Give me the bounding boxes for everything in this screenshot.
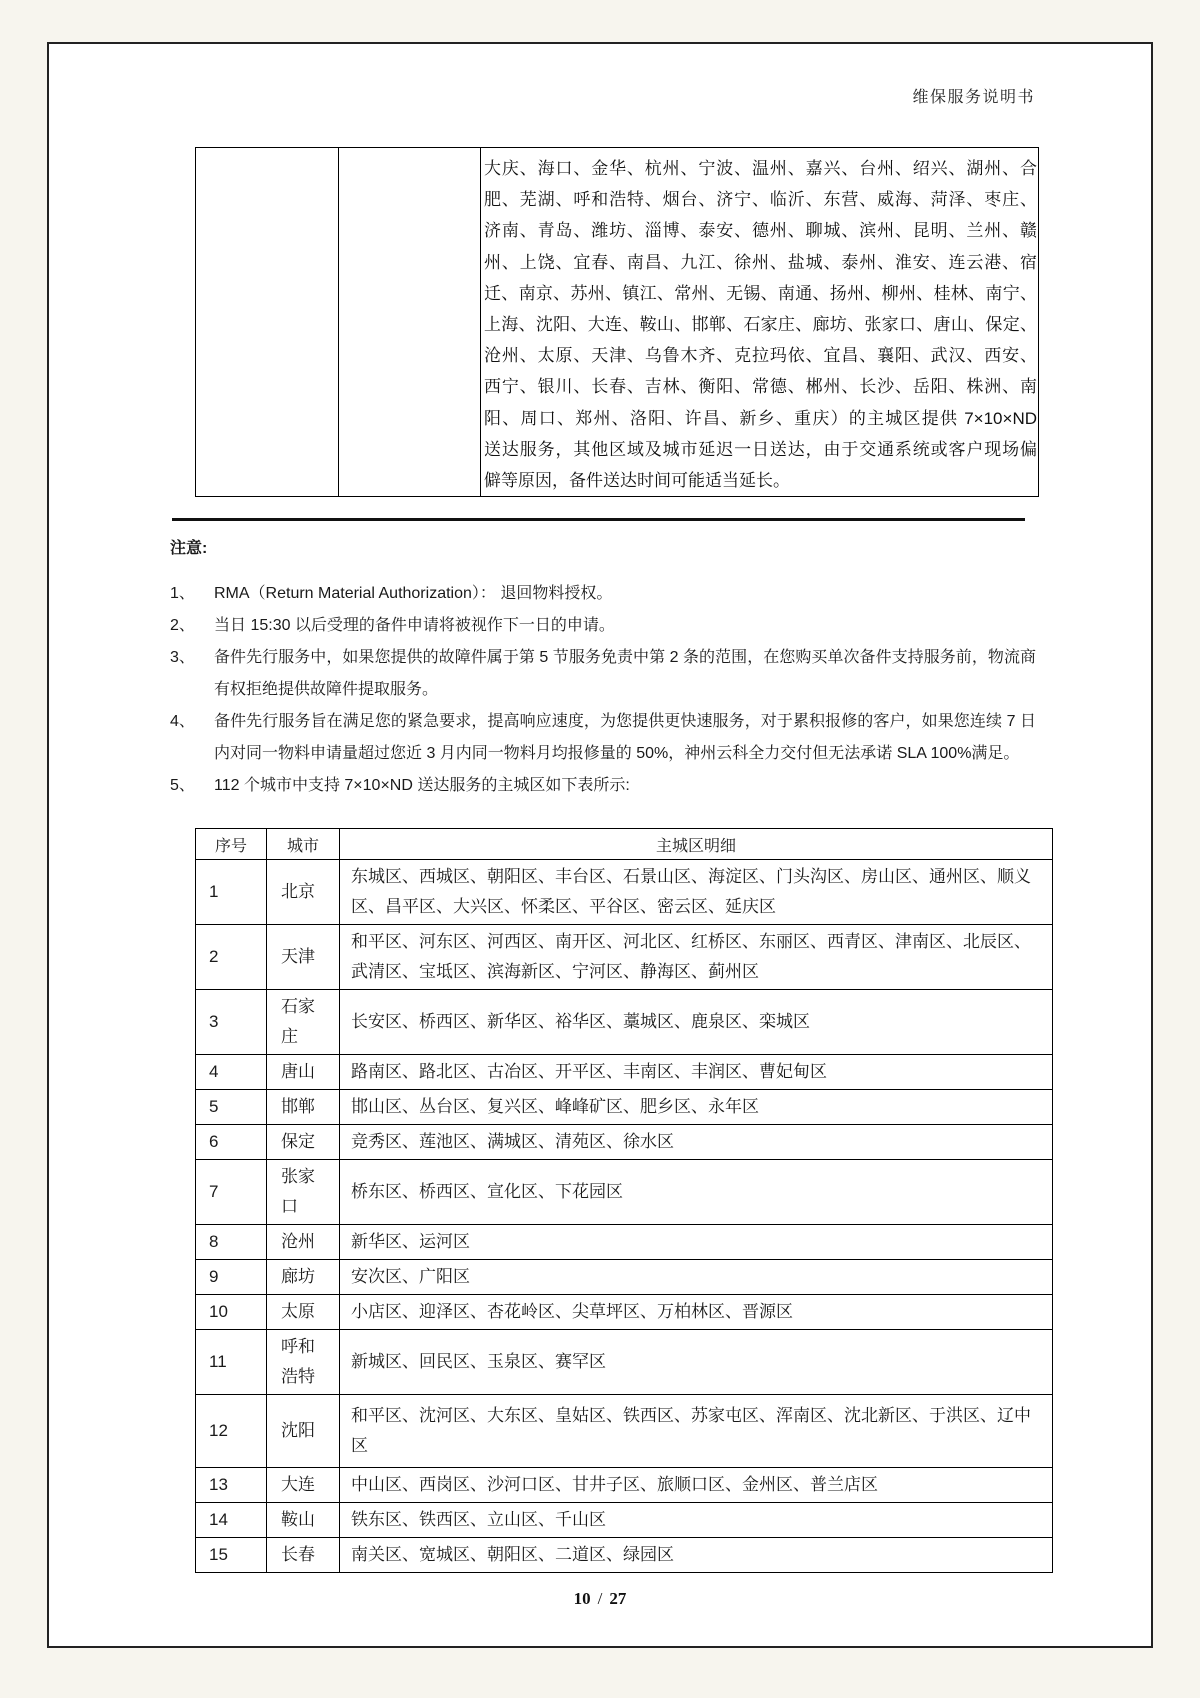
district-table-row: [196, 1160, 1053, 1225]
district-row-city: 大连: [267, 1468, 340, 1503]
note-text: RMA（Return Material Authorization）： 退回物料授权。: [214, 585, 613, 602]
note-number: 1、: [170, 585, 195, 602]
district-row-detail: 小店区、迎泽区、杏花岭区、尖草坪区、万柏林区、晋源区: [340, 1295, 1053, 1330]
district-row-detail: 新华区、运河区: [340, 1225, 1053, 1260]
district-row-detail: 东城区、西城区、朝阳区、丰台区、石景山区、海淀区、门头沟区、房山区、通州区、顺义区、昌平区、大兴区、怀柔区、平谷区、密云区、延庆区: [340, 860, 1053, 925]
notes-heading: 注意:: [170, 540, 208, 557]
district-table-row: [196, 1225, 1053, 1260]
district-row-city: 太原: [267, 1295, 340, 1330]
footer-current-page: 10: [573, 1589, 591, 1608]
district-row-number: 14: [196, 1503, 267, 1538]
note-item: [170, 610, 1036, 642]
district-table-row: [196, 1055, 1053, 1090]
note-item: [170, 706, 1036, 770]
district-row-number: 2: [196, 925, 267, 990]
district-row-city: 邯郸: [267, 1090, 340, 1125]
district-table-row: [196, 860, 1053, 925]
note-number: 4、: [170, 713, 195, 730]
district-table: [195, 828, 1053, 1573]
note-item: [170, 578, 1036, 610]
footer-total-page-count: 27: [609, 1589, 627, 1608]
city-coverage-empty-cell-2: [339, 148, 481, 497]
note-text: 备件先行服务旨在满足您的紧急要求，提高响应速度，为您提供更快速服务，对于累积报修的客户，如果您连续 7 日内对同一物料申请量超过您近 3 月内同一物料月均报修量的 50%，神州云科全力交付但无法承诺 SLA 100%满足。: [214, 713, 1036, 762]
district-row-number: 1: [196, 860, 267, 925]
city-coverage-table: [195, 147, 1039, 497]
district-row-city: 鞍山: [267, 1503, 340, 1538]
district-table-header-detail: 主城区明细: [340, 829, 1053, 860]
district-row-city: 沧州: [267, 1225, 340, 1260]
district-row-city: 呼和浩特: [267, 1330, 340, 1395]
district-row-detail: 南关区、宽城区、朝阳区、二道区、绿园区: [340, 1538, 1053, 1573]
district-row-city: 石家庄: [267, 990, 340, 1055]
note-text: 112 个城市中支持 7×10×ND 送达服务的主城区如下表所示:: [214, 777, 630, 794]
district-table-header-row: [196, 829, 1053, 860]
district-row-number: 8: [196, 1225, 267, 1260]
note-number: 5、: [170, 777, 195, 794]
district-table-row: [196, 1468, 1053, 1503]
city-list-line: 州、上饶、宜春、南昌、九江、徐州、盐城、泰州、淮安、连云港、宿: [484, 252, 1037, 272]
note-number: 2、: [170, 617, 195, 634]
district-table-row: [196, 1538, 1053, 1573]
district-row-city: 唐山: [267, 1055, 340, 1090]
district-row-city: 沈阳: [267, 1395, 340, 1468]
city-list-text: [481, 148, 1038, 496]
district-row-number: 7: [196, 1160, 267, 1225]
district-table-row: [196, 1090, 1053, 1125]
district-table-header-city: 城市: [267, 829, 340, 860]
page-frame: [47, 42, 1153, 1648]
city-list-line: 阳、周口、郑州、洛阳、许昌、新乡、重庆）的主城区提供 7×10×ND: [484, 408, 1037, 428]
note-text: 当日 15:30 以后受理的备件申请将被视作下一日的申请。: [214, 617, 615, 634]
city-list-line: 迁、南京、苏州、镇江、常州、无锡、南通、扬州、柳州、桂林、南宁、: [484, 283, 1037, 303]
district-row-detail: 和平区、沈河区、大东区、皇姑区、铁西区、苏家屯区、浑南区、沈北新区、于洪区、辽中区: [340, 1395, 1053, 1468]
district-row-number: 11: [196, 1330, 267, 1395]
district-row-number: 15: [196, 1538, 267, 1573]
city-list-line: 大庆、海口、金华、杭州、宁波、温州、嘉兴、台州、绍兴、湖州、合: [484, 159, 1037, 178]
district-row-city: 张家口: [267, 1160, 340, 1225]
city-list-line: 西宁、银川、长春、吉林、衡阳、常德、郴州、长沙、岳阳、株洲、南: [484, 377, 1037, 397]
city-coverage-row: [196, 148, 1039, 497]
footer-separator: /: [597, 1589, 603, 1608]
district-row-detail: 铁东区、铁西区、立山区、千山区: [340, 1503, 1053, 1538]
district-row-number: 4: [196, 1055, 267, 1090]
page-footer: [49, 1589, 1151, 1609]
district-row-detail: 长安区、桥西区、新华区、裕华区、藁城区、鹿泉区、栾城区: [340, 990, 1053, 1055]
district-table-header-no: 序号: [196, 829, 267, 860]
city-list-line: 济南、青岛、潍坊、淄博、泰安、德州、聊城、滨州、昆明、兰州、赣: [484, 221, 1037, 241]
notes-section: [170, 538, 1036, 802]
district-row-detail: 竞秀区、莲池区、满城区、清苑区、徐水区: [340, 1125, 1053, 1160]
district-table-row: [196, 1125, 1053, 1160]
page-header-title: 维保服务说明书: [912, 89, 1035, 106]
section-divider-rule: [172, 518, 1025, 521]
note-number: 3、: [170, 649, 195, 666]
district-row-number: 12: [196, 1395, 267, 1468]
district-row-detail: 路南区、路北区、古冶区、开平区、丰南区、丰润区、曹妃甸区: [340, 1055, 1053, 1090]
district-row-detail: 安次区、广阳区: [340, 1260, 1053, 1295]
city-list-line: 上海、沈阳、大连、鞍山、邯郸、石家庄、廊坊、张家口、唐山、保定、: [484, 315, 1037, 335]
district-row-detail: 新城区、回民区、玉泉区、赛罕区: [340, 1330, 1053, 1395]
district-table-row: [196, 925, 1053, 990]
district-row-city: 廊坊: [267, 1260, 340, 1295]
city-list-line: 沧州、太原、天津、乌鲁木齐、克拉玛依、宜昌、襄阳、武汉、西安、: [484, 346, 1037, 366]
district-row-city: 天津: [267, 925, 340, 990]
district-row-number: 10: [196, 1295, 267, 1330]
district-row-number: 5: [196, 1090, 267, 1125]
district-table-row: [196, 990, 1053, 1055]
city-list-line: 送达服务，其他区域及城市延迟一日送达，由于交通系统或客户现场偏: [484, 439, 1037, 459]
district-table-row: [196, 1295, 1053, 1330]
notes-list: [170, 578, 1036, 802]
note-item: [170, 770, 1036, 802]
city-coverage-empty-cell-1: [196, 148, 339, 497]
district-row-detail: 和平区、河东区、河西区、南开区、河北区、红桥区、东丽区、西青区、津南区、北辰区、武清区、宝坻区、滨海新区、宁河区、静海区、蓟州区: [340, 925, 1053, 990]
district-table-row: [196, 1503, 1053, 1538]
district-row-city: 保定: [267, 1125, 340, 1160]
district-row-number: 13: [196, 1468, 267, 1503]
district-row-number: 9: [196, 1260, 267, 1295]
district-row-detail: 中山区、西岗区、沙河口区、甘井子区、旅顺口区、金州区、普兰店区: [340, 1468, 1053, 1503]
district-row-number: 6: [196, 1125, 267, 1160]
district-row-detail: 邯山区、丛台区、复兴区、峰峰矿区、肥乡区、永年区: [340, 1090, 1053, 1125]
district-row-city: 长春: [267, 1538, 340, 1573]
district-table-row: [196, 1330, 1053, 1395]
city-list-line: 僻等原因，备件送达时间可能适当延长。: [484, 471, 790, 491]
district-row-detail: 桥东区、桥西区、宣化区、下花园区: [340, 1160, 1053, 1225]
city-list-line: 肥、芜湖、呼和浩特、烟台、济宁、临沂、东营、威海、菏泽、枣庄、: [484, 190, 1037, 210]
note-item: [170, 642, 1036, 706]
district-row-city: 北京: [267, 860, 340, 925]
note-text: 备件先行服务中，如果您提供的故障件属于第 5 节服务免责中第 2 条的范围，在您购买单次备件支持服务前，物流商有权拒绝提供故障件提取服务。: [214, 649, 1036, 698]
district-row-number: 3: [196, 990, 267, 1055]
city-coverage-text-cell: [481, 148, 1039, 497]
district-table-row: [196, 1395, 1053, 1468]
district-table-row: [196, 1260, 1053, 1295]
